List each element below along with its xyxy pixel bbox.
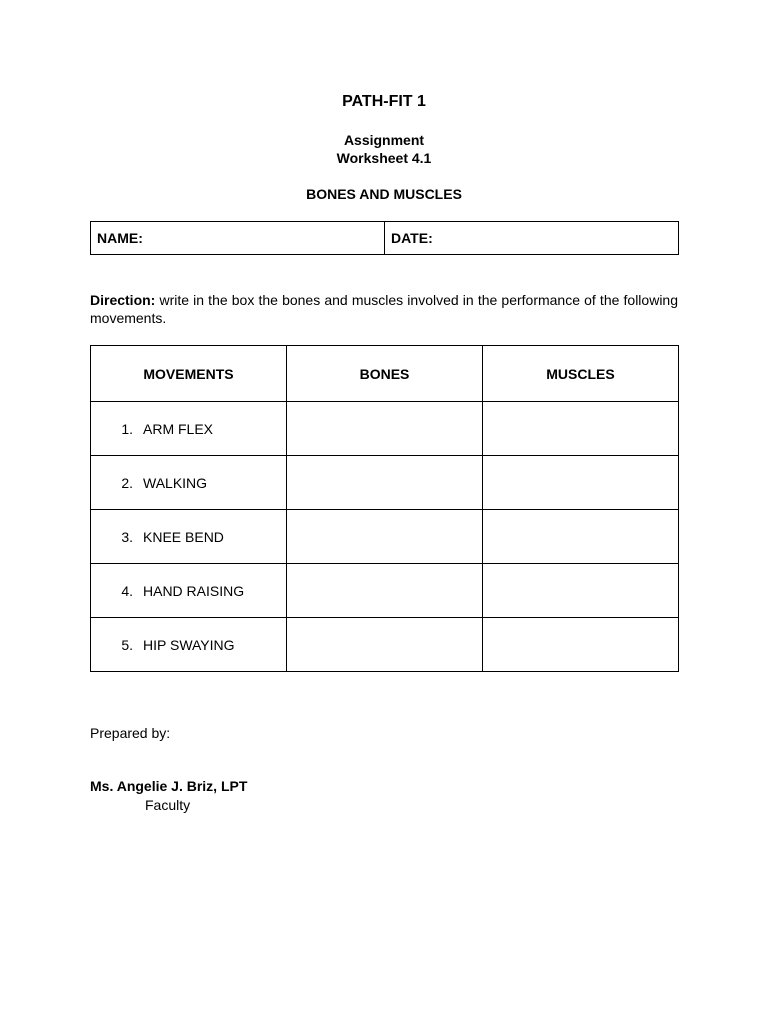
table-row (91, 402, 679, 456)
movements-table (90, 345, 679, 672)
bones-cell[interactable] (287, 510, 483, 564)
movement-cell (91, 456, 287, 510)
table-row (91, 510, 679, 564)
muscles-cell[interactable] (483, 402, 679, 456)
name-field[interactable] (91, 222, 385, 255)
bones-cell[interactable] (287, 456, 483, 510)
direction-text: write in the box the bones and muscles involved in the performance of the following movements. (90, 292, 678, 326)
name-label: NAME: (97, 230, 143, 246)
worksheet-label: Worksheet 4.1 (336, 150, 432, 166)
preparer-role: Faculty (145, 797, 191, 813)
row-number: 5. (121, 636, 133, 653)
date-field[interactable] (385, 222, 679, 255)
header-bones: BONES (287, 346, 483, 402)
row-number: 3. (121, 528, 133, 545)
date-label: DATE: (391, 230, 433, 246)
movement-label: HAND RAISING (143, 582, 245, 599)
table-row (91, 564, 679, 618)
table-row (91, 456, 679, 510)
muscles-cell[interactable] (483, 618, 679, 672)
bones-cell[interactable] (287, 618, 483, 672)
movement-label: HIP SWAYING (143, 636, 235, 653)
direction-label: Direction: (90, 292, 156, 308)
prepared-by-label: Prepared by: (90, 725, 171, 741)
row-number: 4. (121, 582, 133, 599)
topic-title: BONES AND MUSCLES (306, 186, 462, 202)
movement-cell (91, 618, 287, 672)
bones-cell[interactable] (287, 402, 483, 456)
movement-label: ARM FLEX (143, 420, 214, 437)
muscles-cell[interactable] (483, 456, 679, 510)
bones-cell[interactable] (287, 564, 483, 618)
course-title: PATH-FIT 1 (342, 93, 426, 110)
movement-cell (91, 510, 287, 564)
movement-cell (91, 402, 287, 456)
header-movements: MOVEMENTS (91, 346, 287, 402)
direction-paragraph (90, 291, 678, 327)
header-muscles: MUSCLES (483, 346, 679, 402)
assignment-label: Assignment (343, 132, 425, 148)
movement-label: WALKING (143, 474, 208, 491)
row-number: 2. (121, 474, 133, 491)
movement-cell (91, 564, 287, 618)
name-date-table (90, 221, 679, 255)
row-number: 1. (121, 420, 133, 437)
movement-label: KNEE BEND (143, 528, 224, 545)
table-row (91, 618, 679, 672)
muscles-cell[interactable] (483, 564, 679, 618)
preparer-name: Ms. Angelie J. Briz, LPT (90, 778, 248, 794)
muscles-cell[interactable] (483, 510, 679, 564)
